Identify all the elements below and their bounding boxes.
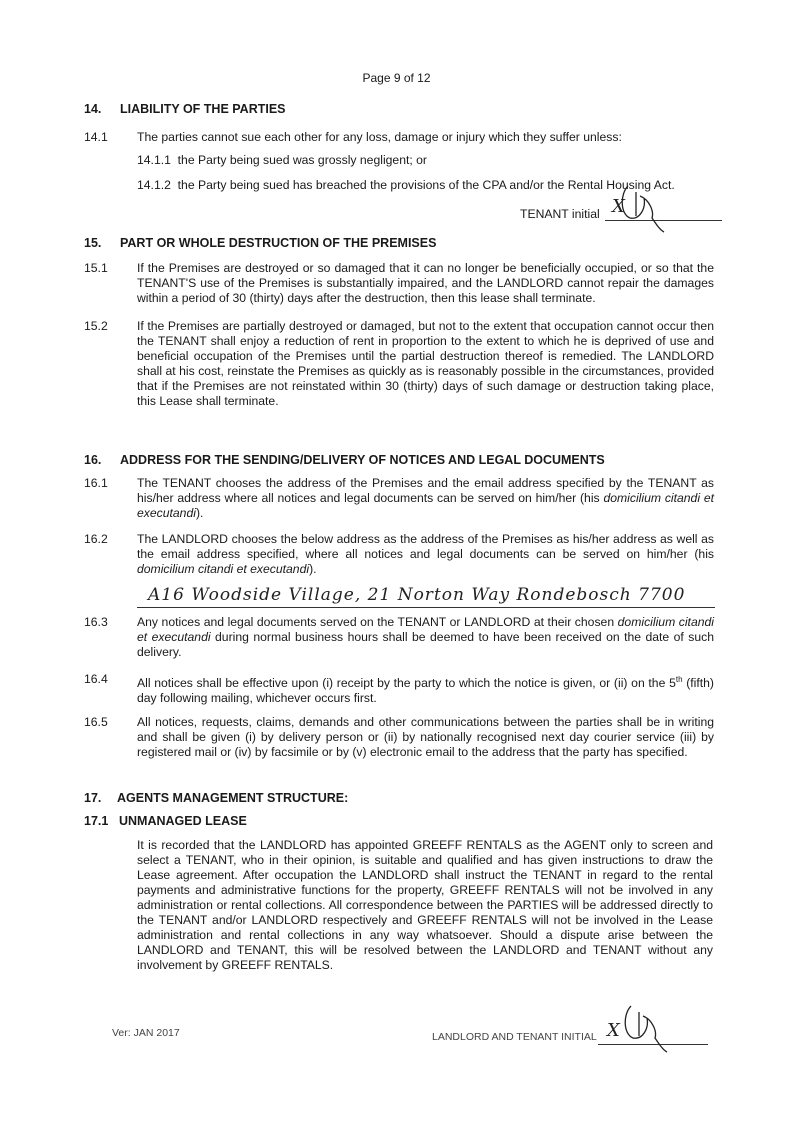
clause-16-2: [84, 532, 714, 580]
clause-italic: domicilium citandi et executandi: [137, 562, 310, 576]
clause-15-2: [84, 319, 714, 419]
section-number: 16.: [84, 453, 102, 467]
section-15-heading: [84, 236, 436, 250]
footer-initial-signature: [605, 1000, 675, 1055]
clause-15-1: [84, 261, 714, 311]
clause-text: All notices shall be effective upon (i) receipt by the party to which the notice is given, or (ii) on the 5: [137, 676, 676, 691]
clause-text: If the Premises are partially destroyed or damaged, but not to the extent that occupation cannot occur then the TENANT shall enjoy a reduction of rent in proportion to the extent to which he is deprived of use and beneficial occupation of the Premises until the partial destruction thereof is remedied. The LANDLORD shall at his cost, reinstate the Premises as quickly as is reasonably possible in the circumstances, provided that if the Premises are not reinstated within 30 (thirty) days of such damage or destruction taking place, this Lease shall terminate.: [137, 319, 714, 408]
handwritten-address: A16 Woodside Village, 21 Norton Way Rondebosch 7700: [148, 585, 686, 605]
clause-number: 14.1.2: [137, 178, 171, 192]
clause-text-end: ).: [309, 562, 317, 576]
section-title: UNMANAGED LEASE: [119, 814, 247, 828]
clause-17-1-body: It is recorded that the LANDLORD has appointed GREEFF RENTALS as the AGENT only to screen and select a TENANT, who in their opinion, is suitable and qualified and has given instructions to draw the Lease agreement. After occupation the LANDLORD shall instruct the TENANT in regard to the rental payments and administrative functions for the property, GREEFF RENTALS will not be involved in any administration or rental collections. All correspondence between the PARTIES will be addressed directly to the TENANT and/or LANDLORD respectively and GREEFF RENTALS will not be involved in the Lease administration and rental collections in any way whatsoever. Should a dispute arise between the LANDLORD and TENANT, this will be resolved between the LANDLORD and TENANT without any involvement by GREEFF RENTALS.: [137, 838, 713, 972]
clause-italic: domicilium citandi et executandi: [137, 491, 715, 520]
clause-16-3: [84, 615, 714, 663]
footer-initial-label: LANDLORD AND TENANT INITIAL: [432, 1031, 597, 1043]
tenant-initial-label: TENANT initial: [520, 207, 600, 221]
clause-italic: domicilium citandi et executandi: [137, 615, 714, 644]
clause-14-1-1: [137, 153, 697, 168]
clause-text: The TENANT chooses the address of the Premises and the email address specified by the TENANT as his/her address where all notices and legal documents can be served on him/her (his: [137, 476, 714, 505]
clause-number: 16.4: [84, 672, 108, 686]
clause-16-4: [84, 672, 714, 704]
clause-number: 15.2: [84, 319, 108, 333]
section-title: LIABILITY OF THE PARTIES: [120, 102, 286, 116]
clause-number: 16.3: [84, 615, 108, 629]
clause-text-end: ).: [195, 506, 204, 520]
section-title: ADDRESS FOR THE SENDING/DELIVERY OF NOTICES AND LEGAL DOCUMENTS: [120, 453, 605, 467]
clause-14-1: [84, 130, 724, 146]
clause-number: 15.1: [84, 261, 108, 275]
clause-number: 16.2: [84, 532, 108, 546]
clause-text: the Party being sued was grossly negligent; or: [177, 153, 427, 167]
clause-16-1: [84, 476, 714, 524]
footer-initial-mark: X: [607, 1020, 621, 1041]
clause-text: the Party being sued has breached the provisions of the CPA and/or the Rental Housing Act.: [177, 178, 675, 192]
section-14-heading: [84, 102, 286, 116]
section-number: 17.: [84, 791, 102, 805]
clause-number: 16.5: [84, 715, 108, 729]
section-number: 14.: [84, 102, 102, 116]
clause-number: 16.1: [84, 476, 108, 490]
clause-text: The parties cannot sue each other for any loss, damage or injury which they suffer unless:: [137, 130, 622, 144]
clause-16-5: [84, 715, 714, 779]
section-17-heading: [84, 791, 348, 805]
clause-text: All notices, requests, claims, demands and other communications between the parties shall be in writing and shall be given (i) by delivery person or (ii) by nationally recognised next day courier service (iii) by registered mail or (iv) by facsimile or by (v) electronic email to the address that the party has specified.: [137, 715, 714, 759]
clause-text: Any notices and legal documents served on the TENANT or LANDLORD at their chosen: [137, 615, 615, 629]
clause-text-end: during normal business hours shall be deemed to have been received on the date of such delivery.: [137, 630, 714, 659]
clause-text: If the Premises are destroyed or so damaged that it can no longer be beneficially occupied, or so that the TENANT'S use of the Premises is substantially impaired, and the LANDLORD cannot repair the damages within a period of 30 (thirty) days after the destruction, then this lease shall terminate.: [137, 261, 714, 305]
section-title: PART OR WHOLE DESTRUCTION OF THE PREMISES: [120, 236, 437, 250]
section-title: AGENTS MANAGEMENT STRUCTURE:: [117, 791, 349, 805]
clause-number: 14.1.1: [137, 153, 171, 167]
clause-number: 14.1: [84, 130, 108, 144]
section-number: 17.1: [84, 814, 109, 828]
footer-version: Ver: JAN 2017: [112, 1027, 180, 1039]
section-16-heading: [84, 453, 605, 467]
section-number: 15.: [84, 236, 102, 250]
clause-text: The LANDLORD chooses the below address as the address of the Premises as his/her address as well as the email address specified, where all notices and legal documents can be served on him/her (his: [137, 532, 714, 561]
tenant-initial-signature: [600, 180, 670, 235]
section-17-1-heading: [84, 814, 247, 828]
superscript: th: [675, 675, 683, 684]
tenant-initial-mark: X: [612, 196, 626, 217]
clause-text-end: (fifth) day following mailing, whichever occurs first.: [137, 676, 714, 706]
page-number: Page 9 of 12: [362, 71, 431, 85]
